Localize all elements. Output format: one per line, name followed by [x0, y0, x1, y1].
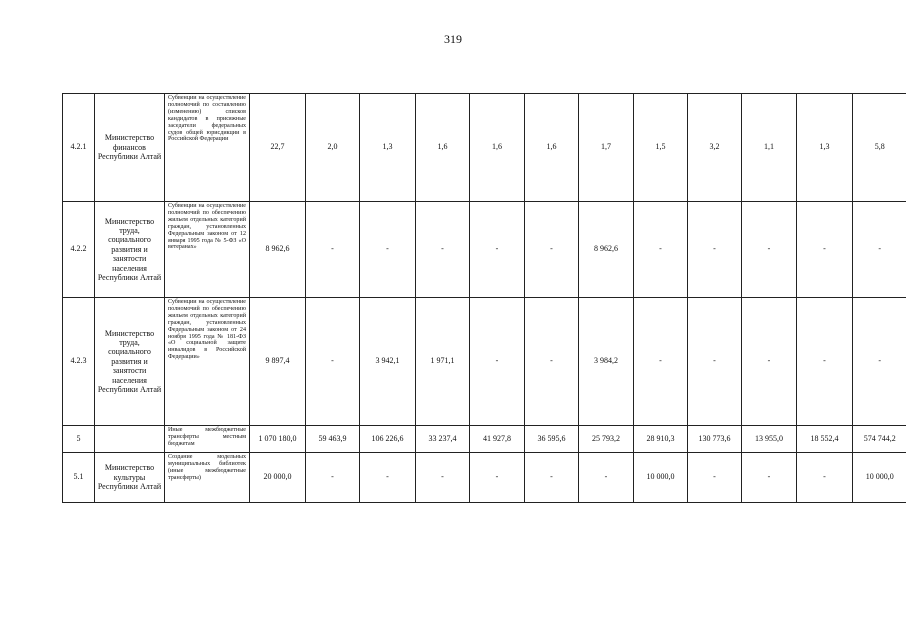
- row-value-11: -: [797, 202, 853, 298]
- row-value-7: -: [579, 453, 634, 503]
- row-code: 4.2.3: [63, 298, 95, 426]
- table-row-4-2-2: [63, 202, 906, 298]
- row-value-4: 33 237,4: [416, 426, 470, 453]
- row-description: Субвенции на осуществление полномочий по обеспечению жильем отдельных категорий граждан, установленных Федеральным законом от 12 января 1995 года № 5-ФЗ «О ветеранах»: [165, 202, 250, 298]
- row-value-4: -: [416, 202, 470, 298]
- row-value-9: 3,2: [688, 94, 742, 202]
- row-value-6: -: [525, 298, 579, 426]
- row-value-7: 25 793,2: [579, 426, 634, 453]
- row-organization: Министерство культуры Республики Алтай: [95, 453, 165, 503]
- row-value-9: -: [688, 453, 742, 503]
- row-organization: Министерство финансов Республики Алтай: [95, 94, 165, 202]
- row-value-5: -: [470, 298, 525, 426]
- row-code: 4.2.2: [63, 202, 95, 298]
- row-code: 5.1: [63, 453, 95, 503]
- row-value-1: 22,7: [250, 94, 306, 202]
- row-description: Субвенции на осуществление полномочий по составлению (изменению) списков кандидатов в присяжные заседатели федеральных судов общей юрисдикции в Российской Федерации: [165, 94, 250, 202]
- table-row-4-2-1: [63, 94, 906, 202]
- row-value-11: 18 552,4: [797, 426, 853, 453]
- budget-table: [62, 93, 906, 503]
- row-value-8: 1,5: [634, 94, 688, 202]
- row-organization: Министерство труда, социального развития и занятости населения Республики Алтай: [95, 202, 165, 298]
- row-value-3: -: [360, 453, 416, 503]
- row-value-3: -: [360, 202, 416, 298]
- row-value-2: 59 463,9: [306, 426, 360, 453]
- page-number: 319: [444, 32, 462, 46]
- row-value-8: 28 910,3: [634, 426, 688, 453]
- row-value-3: 1,3: [360, 94, 416, 202]
- row-description: Иные межбюджетные трансферты местным бюджетам: [165, 426, 250, 453]
- row-value-2: 2,0: [306, 94, 360, 202]
- row-value-4: 1,6: [416, 94, 470, 202]
- row-value-11: -: [797, 298, 853, 426]
- row-value-1: 1 070 180,0: [250, 426, 306, 453]
- row-value-6: 1,6: [525, 94, 579, 202]
- row-code: 5: [63, 426, 95, 453]
- row-value-6: -: [525, 202, 579, 298]
- row-value-6: -: [525, 453, 579, 503]
- row-value-7: 3 984,2: [579, 298, 634, 426]
- row-value-11: -: [797, 453, 853, 503]
- row-value-5: -: [470, 453, 525, 503]
- row-value-10: -: [742, 453, 797, 503]
- row-value-5: -: [470, 202, 525, 298]
- row-value-8: 10 000,0: [634, 453, 688, 503]
- row-value-8: -: [634, 202, 688, 298]
- row-value-6: 36 595,6: [525, 426, 579, 453]
- row-organization: Министерство труда, социального развития и занятости населения Республики Алтай: [95, 298, 165, 426]
- row-value-9: -: [688, 298, 742, 426]
- row-value-3: 3 942,1: [360, 298, 416, 426]
- row-value-10: 1,1: [742, 94, 797, 202]
- row-value-12: 574 744,2: [853, 426, 906, 453]
- row-value-1: 9 897,4: [250, 298, 306, 426]
- row-value-5: 1,6: [470, 94, 525, 202]
- row-value-12: 10 000,0: [853, 453, 906, 503]
- row-value-10: 13 955,0: [742, 426, 797, 453]
- row-value-11: 1,3: [797, 94, 853, 202]
- row-value-4: -: [416, 453, 470, 503]
- row-value-2: -: [306, 202, 360, 298]
- row-code: 4.2.1: [63, 94, 95, 202]
- row-value-7: 1,7: [579, 94, 634, 202]
- row-value-7: 8 962,6: [579, 202, 634, 298]
- table-row-4-2-3: [63, 298, 906, 426]
- row-value-9: 130 773,6: [688, 426, 742, 453]
- table-row-5: [63, 426, 906, 453]
- row-value-8: -: [634, 298, 688, 426]
- row-organization: [95, 426, 165, 453]
- row-value-3: 106 226,6: [360, 426, 416, 453]
- row-value-5: 41 927,8: [470, 426, 525, 453]
- row-value-12: 5,8: [853, 94, 906, 202]
- row-value-12: -: [853, 202, 906, 298]
- row-value-10: -: [742, 298, 797, 426]
- row-value-9: -: [688, 202, 742, 298]
- row-description: Создание модельных муниципальных библиотек (иные межбюджетные трансферты): [165, 453, 250, 503]
- row-value-10: -: [742, 202, 797, 298]
- table-row-5-1: [63, 453, 906, 503]
- row-value-2: -: [306, 453, 360, 503]
- row-value-1: 20 000,0: [250, 453, 306, 503]
- row-value-2: -: [306, 298, 360, 426]
- row-value-4: 1 971,1: [416, 298, 470, 426]
- row-description: Субвенции на осуществление полномочий по обеспечению жильем отдельных категорий граждан, установленных Федеральным законом от 24 ноября 1995 года № 181-ФЗ «О социальной защите инвалидов в Российской Федерации»: [165, 298, 250, 426]
- row-value-1: 8 962,6: [250, 202, 306, 298]
- row-value-12: -: [853, 298, 906, 426]
